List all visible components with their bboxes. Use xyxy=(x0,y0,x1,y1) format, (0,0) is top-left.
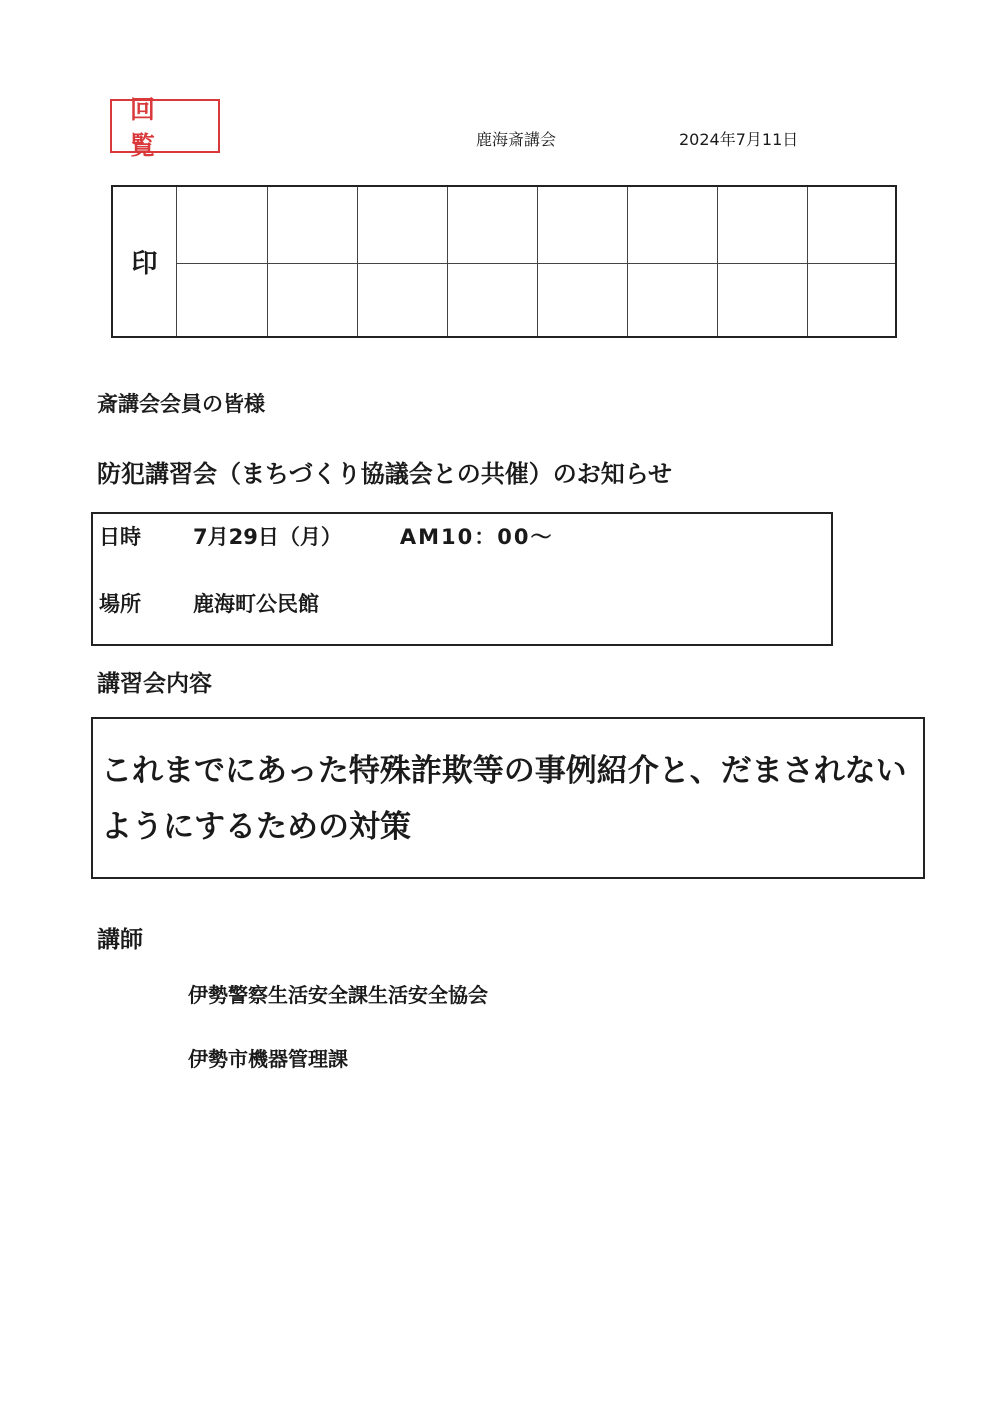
greeting: 斎講会会員の皆様 xyxy=(97,392,265,416)
grid-column-divider xyxy=(357,187,358,336)
grid-column-divider xyxy=(717,187,718,336)
lecturer-item: 伊勢市機器管理課 xyxy=(188,1047,348,1071)
content-text: これまでにあった特殊詐欺等の事例紹介と、だまされないようにするための対策 xyxy=(101,753,907,845)
lecturer-heading: 講師 xyxy=(97,927,143,953)
grid-column-divider xyxy=(627,187,628,336)
place-label: 場所 xyxy=(99,592,141,616)
content-box xyxy=(91,717,925,879)
seal-grid xyxy=(111,185,897,338)
grid-column-divider xyxy=(807,187,808,336)
grid-column-divider xyxy=(447,187,448,336)
content-heading: 講習会内容 xyxy=(97,671,212,697)
circulation-stamp: 回 覧 xyxy=(110,99,220,153)
datetime-row xyxy=(99,521,553,551)
grid-column-divider xyxy=(267,187,268,336)
notice-title: 防犯講習会（まちづくり協議会との共催）のお知らせ xyxy=(97,460,673,488)
document-date: 2024年7月11日 xyxy=(679,130,799,149)
organization-name: 鹿海斎講会 xyxy=(476,130,557,149)
lecturer-item: 伊勢警察生活安全課生活安全協会 xyxy=(188,983,488,1007)
datetime-value: 7月29日（月） xyxy=(193,525,342,549)
datetime-label: 日時 xyxy=(99,525,141,549)
datetime-time: AM10：00～ xyxy=(399,525,554,549)
place-value: 鹿海町公民館 xyxy=(193,592,319,616)
grid-column-divider xyxy=(537,187,538,336)
seal-label: 印 xyxy=(113,187,177,336)
grid-row-divider xyxy=(177,263,895,264)
place-row xyxy=(99,588,319,618)
event-info-box xyxy=(91,512,833,646)
